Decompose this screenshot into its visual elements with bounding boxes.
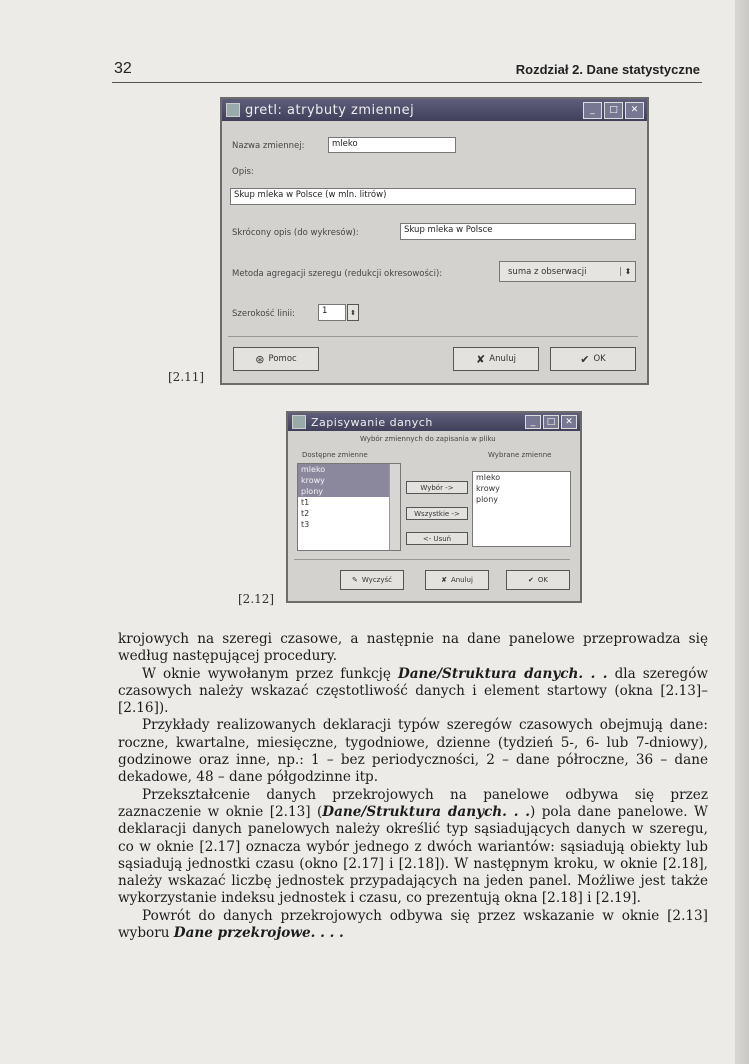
button-separator	[228, 336, 638, 337]
figure-caption-2-12: [2.12]	[238, 592, 275, 606]
list-item[interactable]: t3	[301, 520, 310, 529]
select-all-button[interactable]: Wszystkie ->	[406, 507, 468, 520]
aggregation-method-label: Metoda agregacji szeregu (redukcji okresowości):	[232, 269, 443, 279]
page-number: 32	[114, 60, 132, 77]
save-ok-icon: ✔	[528, 576, 534, 584]
cancel-icon: ✘	[476, 352, 486, 366]
body-text	[118, 631, 708, 942]
p5-text-a: Powrót do danych przekrojowych odbywa się przez wskazanie w oknie [2.13] wyboru	[118, 907, 708, 942]
help-button-label: Pomoc	[268, 354, 297, 364]
save-cancel-icon: ✘	[441, 576, 447, 584]
save-dialog-app-icon	[292, 415, 306, 429]
help-button[interactable]	[233, 347, 319, 371]
save-dialog-titlebar	[288, 413, 580, 431]
ok-button[interactable]	[550, 347, 636, 371]
list-item[interactable]: mleko	[476, 473, 501, 482]
p4-text-a: Przekształcenie danych przekrojowych na panelowe odbywa się przez zaznaczenie w oknie [2.13] (	[118, 786, 708, 820]
line-width-input[interactable]: 1	[318, 304, 346, 321]
short-description-input[interactable]: Skup mleka w Polsce	[400, 223, 636, 240]
chapter-title: Rozdział 2. Dane statystyczne	[515, 62, 700, 77]
dialog-titlebar	[222, 99, 647, 121]
cancel-button[interactable]	[453, 347, 539, 371]
available-variables-label: Dostępne zmienne	[302, 451, 368, 459]
select-arrows-icon: ⬍	[620, 267, 635, 276]
maximize-icon[interactable]: □	[604, 102, 623, 119]
save-ok-label: OK	[537, 576, 548, 584]
list-item[interactable]: t1	[301, 498, 310, 507]
p4-text-c: ) pola dane panelowe. W deklaracji danych panelowych należy określić typ sąsiadujących danych w szeregu, co w oknie [2.17] oznacza wybór jednego z dwóch wariantów: sąsiadują obiekty lub sąsiadują jednostki czasu (okno [2.17] i [2.18]). W następnym kroku, w oknie [2.18], należy wskazać liczbę jednostek przypadających na jeden panel. Możliwe jest także wykorzystanie indeksu jednostek i czasu, co prezentują okna [2.18] i [2.19].	[118, 803, 709, 907]
paragraph-4	[118, 787, 708, 908]
save-cancel-label: Anuluj	[450, 576, 473, 584]
aggregation-method-select[interactable]	[499, 261, 636, 282]
save-ok-button[interactable]	[506, 570, 570, 590]
ok-icon: ✔	[580, 352, 590, 366]
page-edge	[735, 0, 749, 1064]
header-rule	[112, 82, 702, 83]
save-data-dialog	[286, 411, 582, 603]
chosen-variables-list[interactable]	[472, 471, 571, 547]
variable-attributes-dialog	[220, 97, 649, 385]
dialog-title: gretl: atrybuty zmiennej	[245, 102, 415, 118]
list-item[interactable]: krowy	[476, 484, 500, 493]
line-width-label: Szerokość linii:	[232, 309, 295, 319]
p5-menu-path: Dane przekrojowe. . . .	[173, 925, 344, 942]
clear-icon: ✎	[352, 576, 358, 584]
help-icon: ⊛	[255, 352, 265, 366]
p2-text-a: W oknie wywołanym przez funkcję	[142, 665, 398, 682]
paragraph-5	[118, 908, 708, 943]
p2-menu-path: Dane/Struktura danych. . .	[397, 665, 608, 682]
save-subtitle: Wybór zmiennych do zapisania w pliku	[360, 435, 496, 443]
list-item[interactable]: t2	[301, 509, 310, 518]
save-maximize-icon[interactable]: □	[543, 415, 559, 429]
p2-text-c: dla szeregów czasowych należy wskazać częstotliwość danych i element startowy (okna [2.13]–[2.16]).	[118, 665, 709, 717]
list-item[interactable]: krowy	[298, 475, 400, 486]
save-minimize-icon[interactable]: _	[525, 415, 541, 429]
gretl-app-icon	[226, 103, 240, 117]
variable-name-label: Nazwa zmiennej:	[232, 141, 305, 151]
list-item[interactable]: plony	[476, 495, 498, 504]
chosen-variables-label: Wybrane zmienne	[488, 451, 552, 459]
p4-menu-path: Dane/Struktura danych. . .	[322, 803, 530, 820]
remove-button[interactable]: <- Usuń	[406, 532, 468, 545]
minimize-icon[interactable]: _	[583, 102, 602, 119]
list-item[interactable]: plony	[298, 486, 400, 497]
close-icon[interactable]: ✕	[625, 102, 644, 119]
paragraph-3: Przykłady realizowanych deklaracji typów szeregów czasowych obejmują dane: roczne, kwartalne, miesięczne, tygodniowe, dzienne (tydzień 5-, 6- lub 7-dniowy), godzinowe oraz inne, np.: 1 – bez periodyczności, 2 – dane półroczne, 36 – dane dekadowe, 48 – dane półgodzinne itp.	[118, 717, 708, 786]
list-item[interactable]: mleko	[298, 464, 400, 475]
ok-button-label: OK	[593, 354, 606, 364]
clear-button-label: Wyczyść	[361, 576, 392, 584]
clear-button[interactable]	[340, 570, 404, 590]
description-input[interactable]: Skup mleka w Polsce (w mln. litrów)	[230, 188, 636, 205]
description-label: Opis:	[232, 167, 254, 177]
save-close-icon[interactable]: ✕	[561, 415, 577, 429]
save-dialog-title: Zapisywanie danych	[311, 415, 433, 429]
save-button-separator	[294, 559, 570, 560]
short-description-label: Skrócony opis (do wykresów):	[232, 228, 359, 238]
paragraph-1: krojowych na szeregi czasowe, a następnie na dane panelowe przeprowadza się według następującej procedury.	[118, 631, 708, 665]
line-width-spinner[interactable]: ⬍	[347, 304, 359, 321]
cancel-button-label: Anuluj	[489, 354, 516, 364]
aggregation-method-value: suma z obserwacji	[508, 266, 587, 277]
select-button[interactable]: Wybór ->	[406, 481, 468, 494]
variable-name-input[interactable]: mleko	[328, 137, 456, 153]
available-variables-list[interactable]	[297, 463, 401, 551]
paragraph-2	[118, 666, 708, 718]
save-cancel-button[interactable]	[425, 570, 489, 590]
figure-caption-2-11: [2.11]	[168, 370, 205, 384]
available-scrollbar[interactable]	[389, 464, 400, 550]
